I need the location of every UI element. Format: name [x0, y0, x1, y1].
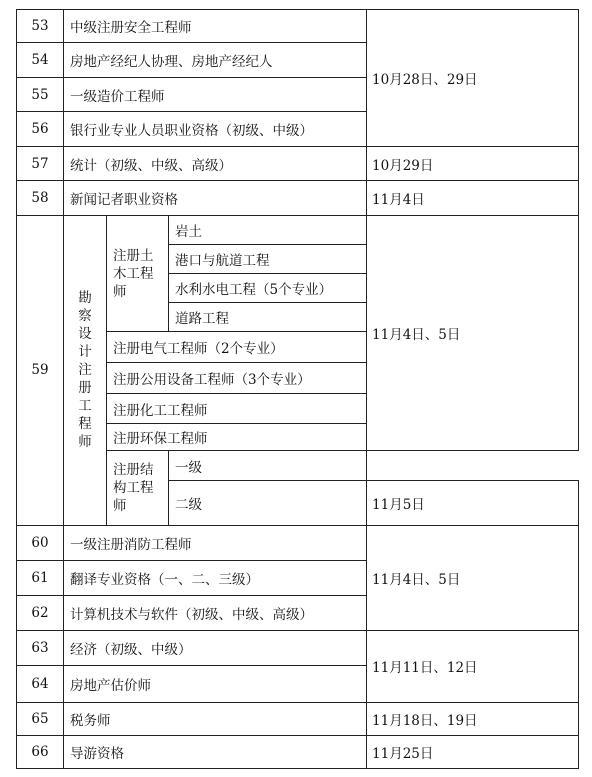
exam-name-chemical: 注册化工工程师 [107, 394, 367, 424]
exam-schedule-table [16, 9, 579, 769]
exam-name: 中级注册安全工程师 [64, 10, 367, 43]
exam-name: 统计（初级、中级、高级） [64, 147, 367, 181]
sub-exam-level-1: 一级 [169, 451, 367, 481]
sub-exam-port-waterway: 港口与航道工程 [169, 245, 367, 274]
exam-name-environmental: 注册环保工程师 [107, 424, 367, 451]
row-number: 58 [17, 181, 64, 216]
exam-name: 翻译专业资格（一、二、三级） [64, 560, 367, 595]
exam-date: 11月5日 [367, 481, 579, 525]
sub-exam-road: 道路工程 [169, 303, 367, 332]
exam-name-electrical: 注册电气工程师（2个专业） [107, 332, 367, 363]
row-number: 55 [17, 78, 64, 112]
row-number: 59 [17, 216, 64, 525]
row-number: 62 [17, 595, 64, 630]
row-number: 65 [17, 702, 64, 735]
exam-date: 11月25日 [367, 735, 579, 768]
row-number: 53 [17, 10, 64, 43]
exam-name: 税务师 [64, 702, 367, 735]
table-row [17, 181, 579, 216]
sub-exam-geotechnical: 岩土 [169, 216, 367, 245]
row-number: 66 [17, 735, 64, 768]
table-row [17, 525, 579, 560]
civil-engineer-label: 注册土 木工程 师 [107, 216, 169, 332]
exam-date: 11月4日 [367, 181, 579, 216]
exam-date: 11月11日、12日 [367, 630, 579, 702]
exam-name: 新闻记者职业资格 [64, 181, 367, 216]
exam-name: 房地产经纪人协理、房地产经纪人 [64, 43, 367, 78]
row-number: 61 [17, 560, 64, 595]
sub-exam-level-2: 二级 [169, 481, 367, 525]
table-row [17, 702, 579, 735]
exam-name: 房地产估价师 [64, 665, 367, 702]
row-number: 54 [17, 43, 64, 78]
row-number: 57 [17, 147, 64, 181]
exam-name: 经济（初级、中级） [64, 630, 367, 665]
table-row [17, 216, 579, 245]
table-row [17, 735, 579, 768]
table-row [17, 147, 579, 181]
exam-date: 10月28日、29日 [367, 10, 579, 147]
table-row [17, 630, 579, 665]
table-row [17, 10, 579, 43]
exam-name-public-utility: 注册公用设备工程师（3个专业） [107, 363, 367, 394]
exam-name: 一级造价工程师 [64, 78, 367, 112]
exam-date: 11月4日、5日 [367, 216, 579, 451]
exam-name: 导游资格 [64, 735, 367, 768]
row-number: 63 [17, 630, 64, 665]
group-label-survey-design-engineer: 勘 察 设 计 注 册 工 程 师 [64, 216, 107, 525]
row-number: 60 [17, 525, 64, 560]
exam-date: 11月4日、5日 [367, 525, 579, 630]
structural-engineer-label: 注册结 构工程 师 [107, 451, 169, 525]
sub-exam-hydraulic: 水利水电工程（5个专业） [169, 274, 367, 303]
row-number: 64 [17, 665, 64, 702]
row-number: 56 [17, 112, 64, 147]
exam-name: 计算机技术与软件（初级、中级、高级） [64, 595, 367, 630]
exam-name: 银行业专业人员职业资格（初级、中级） [64, 112, 367, 147]
exam-date: 11月18日、19日 [367, 702, 579, 735]
exam-name: 一级注册消防工程师 [64, 525, 367, 560]
exam-date: 10月29日 [367, 147, 579, 181]
